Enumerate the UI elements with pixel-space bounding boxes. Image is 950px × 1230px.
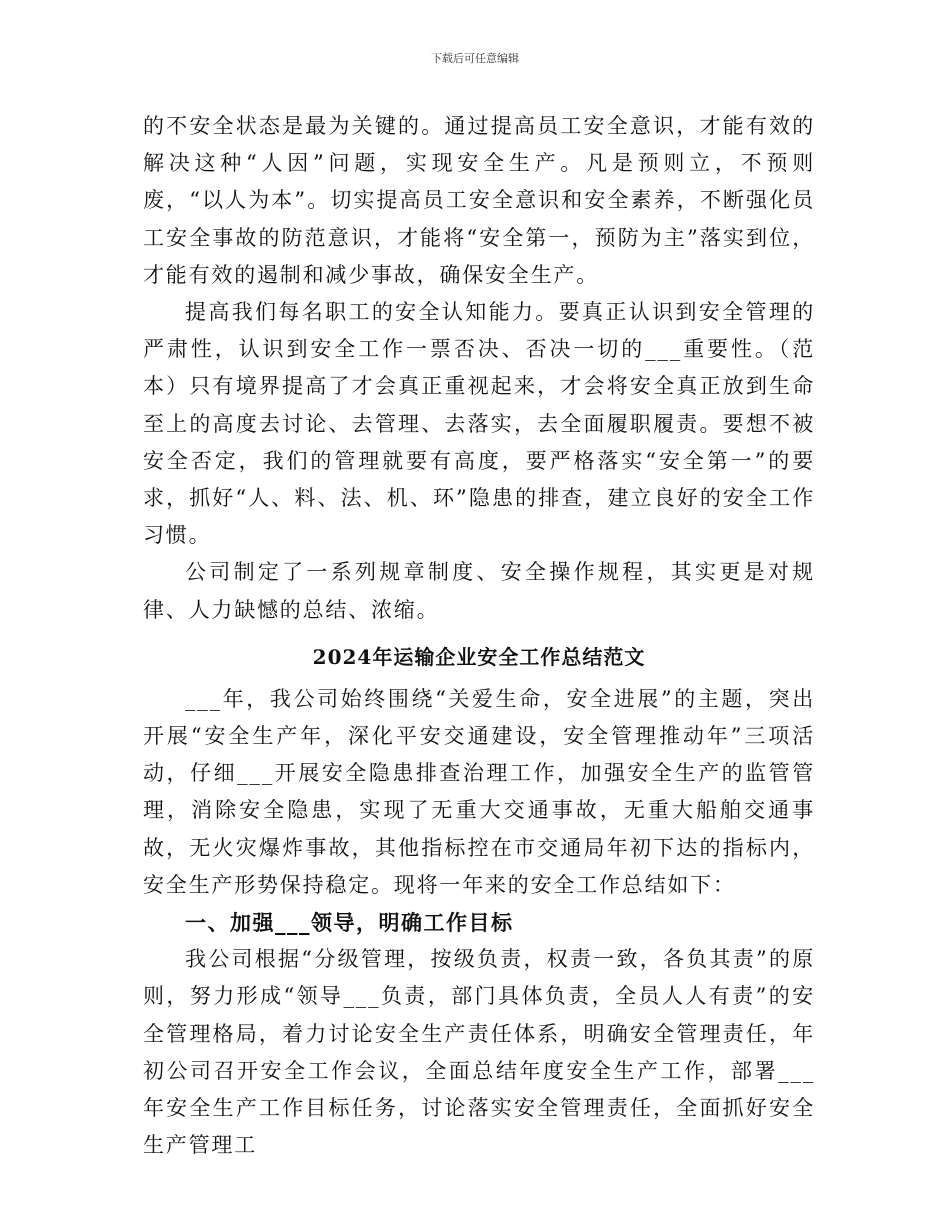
document-title: 2024年运输企业安全工作总结范文 xyxy=(312,644,646,669)
download-note: 下载后可任意编辑 xyxy=(431,52,519,65)
paragraph-annual-summary: ___年，我公司始终围绕“关爱生命，安全进展”的主题，突出开展“安全生产年，深化平安交通建设，安全管理推动年”三项活动，仔细___开展安全隐患排查治理工作，加强安全生产的监管管理，消除安全隐患，实现了无重大交通事故，无重大船舶交通事故，无火灾爆炸事故，其他指标控在市交通局年初下达的指标内，安全生产形势保持稳定。现将一年来的安全工作总结如下： xyxy=(143,686,815,897)
paragraph-regulations: 公司制定了一系列规章制度、安全操作规程，其实更是对规律、人力缺憾的总结、浓缩。 xyxy=(143,560,815,622)
document-body xyxy=(143,108,815,1164)
section-heading-leadership: 一、加强___领导，明确工作目标 xyxy=(185,910,514,936)
paragraph-cognition: 提高我们每名职工的安全认知能力。要真正认识到安全管理的严肃性，认识到安全工作一票否决、否决一切的___重要性。（范本）只有境界提高了才会真正重视起来，才会将安全真正放到生命至上的高度去讨论、去管理、去落实，去全面履职履责。要想不被安全否定，我们的管理就要有高度，要严格落实“安全第一”的要求，抓好“人、料、法、机、环”隐患的排查，建立良好的安全工作习惯。 xyxy=(143,300,815,548)
paragraph-management-structure: 我公司根据“分级管理，按级负责，权责一致，各负其责”的原则，努力形成“领导___负责，部门具体负责，全员人人有责”的安全管理格局，着力讨论安全生产责任体系，明确安全管理责任，年初公司召开安全工作会议，全面总结年度安全生产工作，部署___年安全生产工作目标任务，讨论落实安全管理责任，全面抓好安全生产管理工 xyxy=(143,947,815,1158)
paragraph-safety-awareness: 的不安全状态是最为关键的。通过提高员工安全意识，才能有效的解决这种“人因”问题，实现安全生产。凡是预则立，不预则废，“以人为本”。切实提高员工安全意识和安全素养，不断强化员工安全事故的防范意识，才能将“安全第一，预防为主”落实到位，才能有效的遏制和减少事故，确保安全生产。 xyxy=(143,114,815,287)
